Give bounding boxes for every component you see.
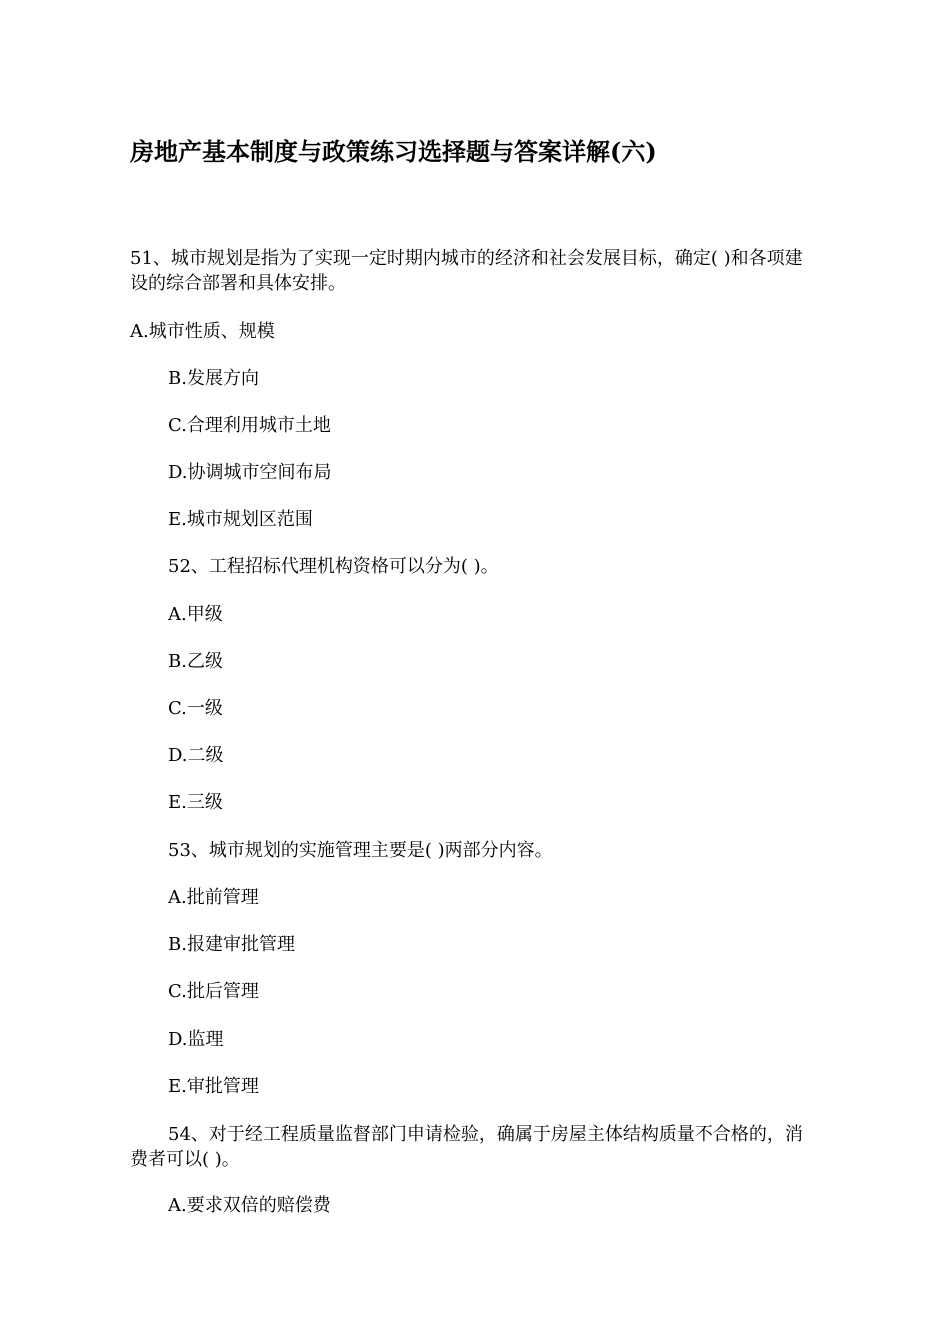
question-53-option-a: A.批前管理 [168, 887, 259, 908]
question-53-stem: 53、城市规划的实施管理主要是( )两部分内容。 [168, 840, 553, 861]
question-52-option-c: C.一级 [168, 698, 223, 719]
question-53-option-c: C.批后管理 [168, 981, 259, 1002]
question-53-option-b: B.报建审批管理 [168, 934, 295, 955]
question-52-option-e: E.三级 [168, 792, 223, 813]
question-52-option-b: B.乙级 [168, 651, 223, 672]
question-51-option-c: C.合理利用城市土地 [168, 415, 331, 436]
question-54-stem: 54、对于经工程质量监督部门申请检验，确属于房屋主体结构质量不合格的，消费者可以( )。 [130, 1124, 803, 1170]
question-52-stem: 52、工程招标代理机构资格可以分为( )。 [168, 556, 499, 577]
document-title: 房地产基本制度与政策练习选择题与答案详解(六) [130, 137, 657, 166]
question-51-option-d: D.协调城市空间布局 [168, 462, 332, 483]
question-51-option-b: B.发展方向 [168, 368, 259, 389]
question-53-option-d: D.监理 [168, 1029, 224, 1050]
question-51-option-e: E.城市规划区范围 [168, 509, 313, 530]
question-54-option-a: A.要求双倍的赔偿费 [168, 1195, 331, 1216]
question-52-option-a: A.甲级 [168, 604, 223, 625]
question-52-option-d: D.二级 [168, 745, 224, 766]
question-51-stem: 51、城市规划是指为了实现一定时期内城市的经济和社会发展目标，确定( )和各项建设的综合部署和具体安排。 [130, 248, 803, 294]
question-51-option-a: A.城市性质、规模 [130, 321, 275, 342]
question-53-option-e: E.审批管理 [168, 1076, 259, 1097]
